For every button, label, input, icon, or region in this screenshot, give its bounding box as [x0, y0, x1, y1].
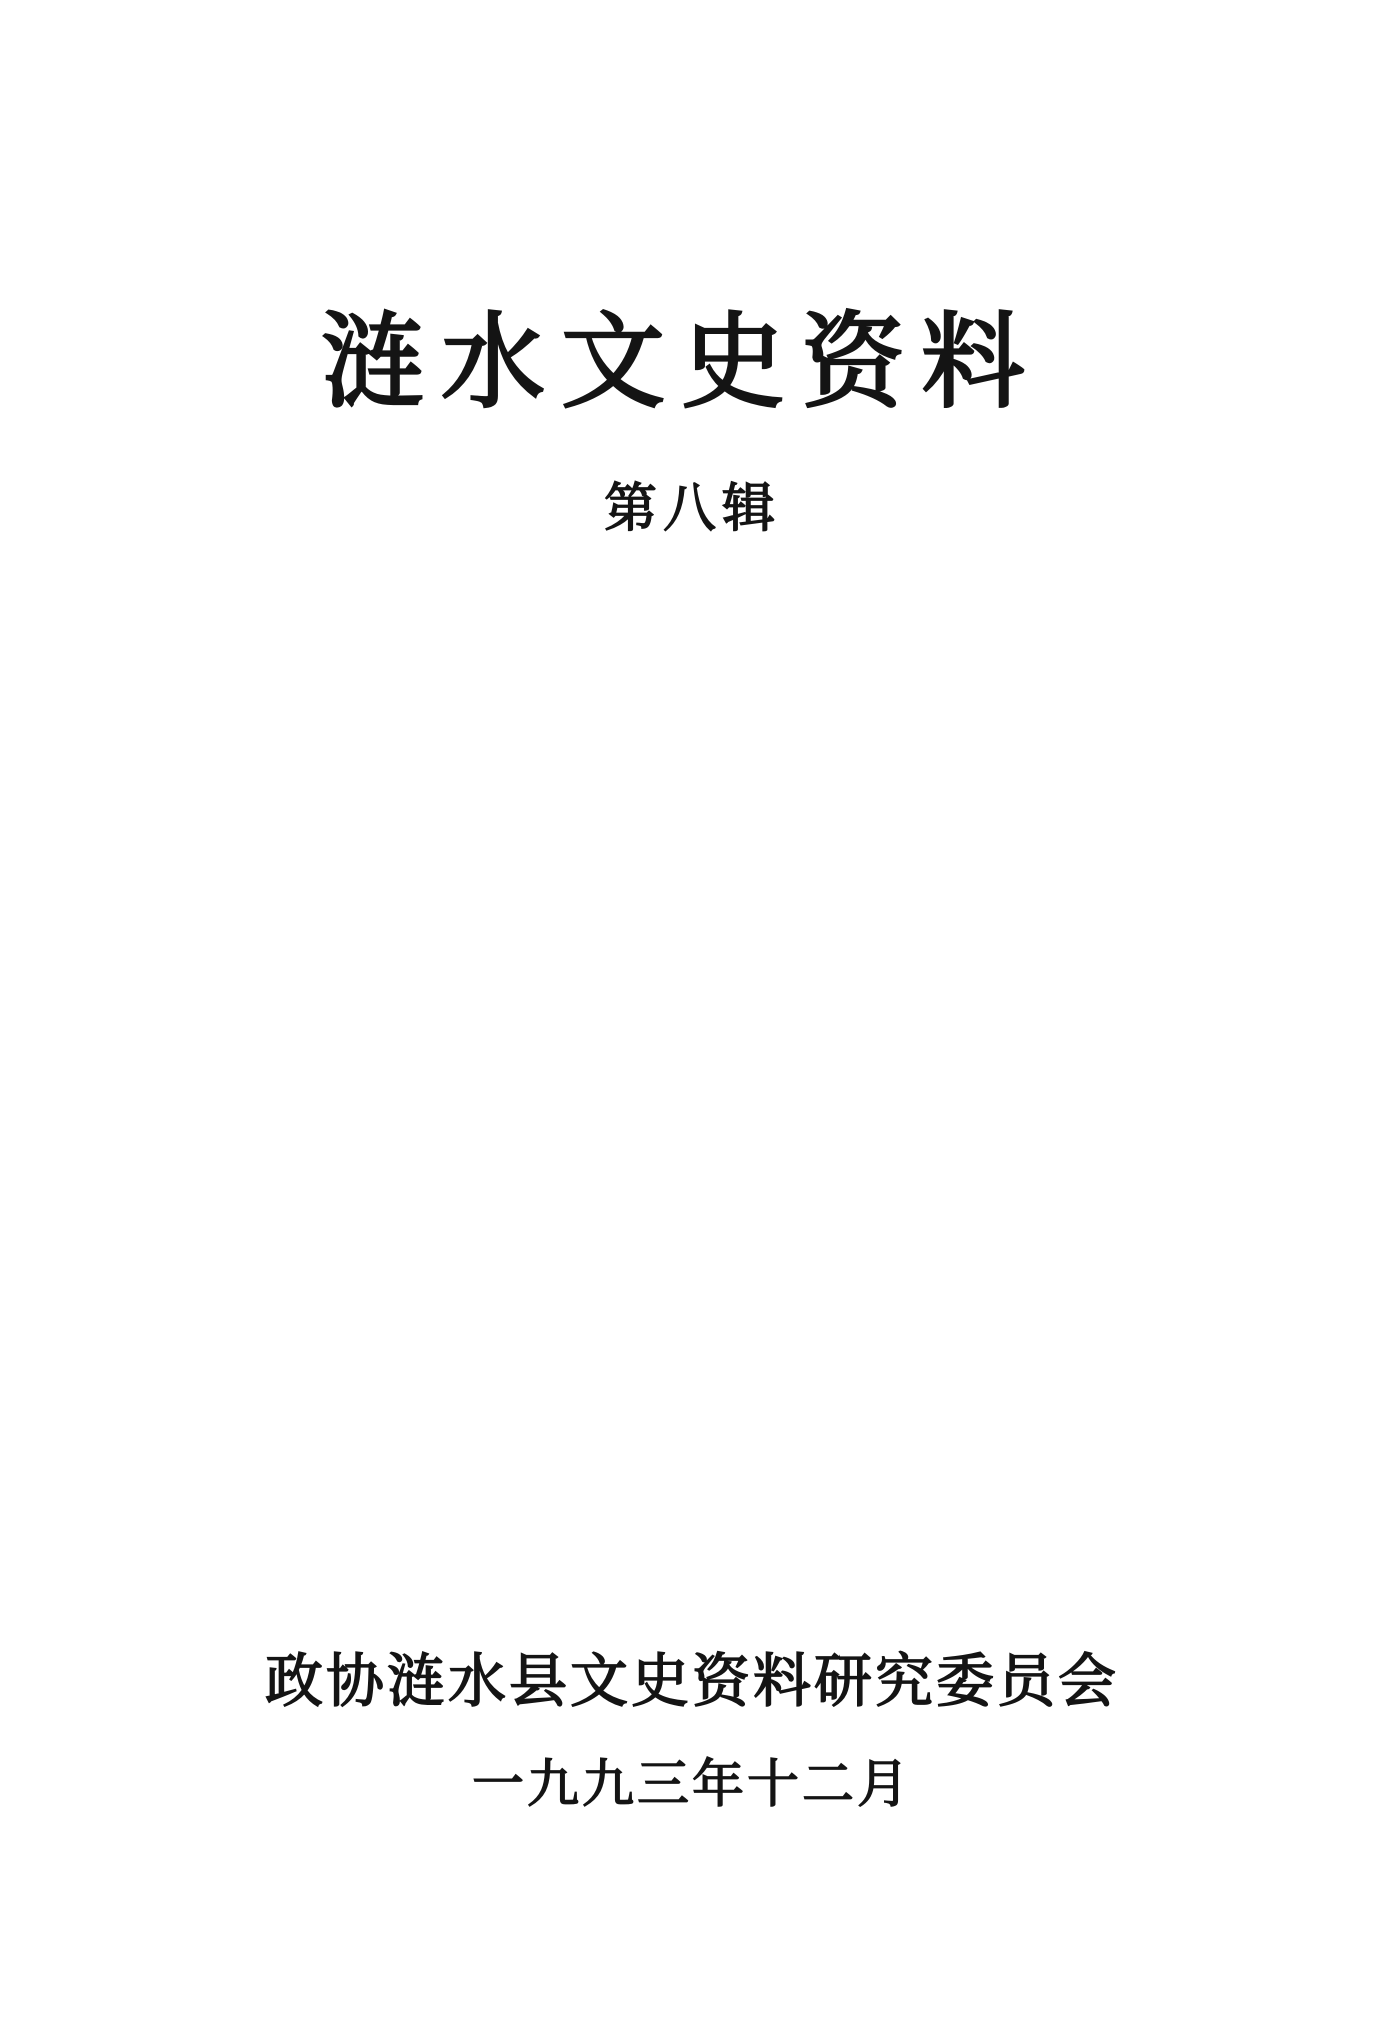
publisher-line: 政协涟水县文史资料研究委员会	[264, 1647, 1119, 1715]
publication-date: 一九九三年十二月	[471, 1754, 912, 1815]
book-title: 涟水文史资料	[320, 299, 1041, 423]
volume-label: 第八辑	[604, 477, 781, 539]
